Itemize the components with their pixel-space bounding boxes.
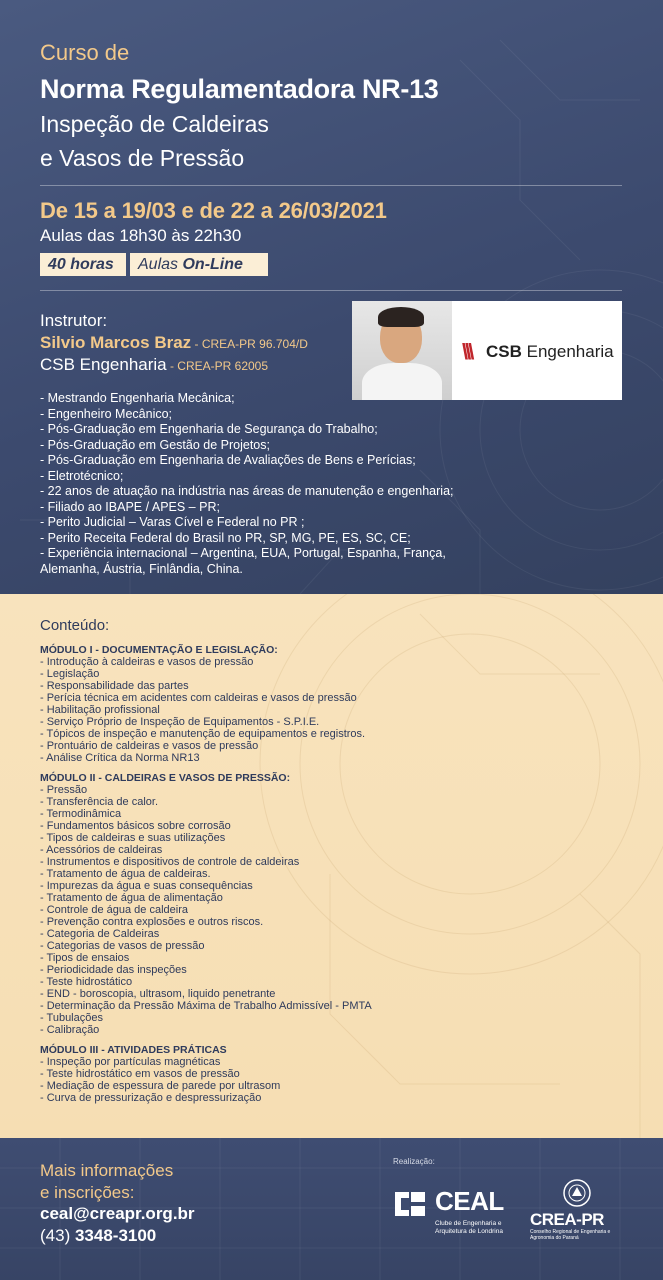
module-item: - Determinação da Pressão Máxima de Trabalho Admissível - PMTA xyxy=(40,1000,372,1012)
course-pre-title: Curso de xyxy=(40,40,130,65)
qualification-item: - Filiado ao IBAPE / APES – PR; xyxy=(40,499,220,514)
module-item: - Fundamentos básicos sobre corrosão xyxy=(40,820,231,832)
qualifications-list xyxy=(40,391,630,577)
photo-hair xyxy=(378,307,424,327)
qualification-item: - Mestrando Engenharia Mecânica; xyxy=(40,391,235,405)
module-item: - Serviço Próprio de Inspeção de Equipamentos - S.P.I.E. xyxy=(40,716,320,728)
module-item: - Tratamento de água de caldeiras. xyxy=(40,868,211,880)
divider xyxy=(40,290,622,291)
crea-logo-subtitle: Conselho Regional de Engenharia e Agronomia do Paraná xyxy=(530,1229,611,1241)
company-registration: - CREA-PR 62005 xyxy=(166,359,269,373)
module-item: - Tipos de caldeiras e suas utilizações xyxy=(40,832,226,844)
module-item: - Termodinâmica xyxy=(40,808,122,820)
instructor-photo xyxy=(352,301,452,400)
module-item: - Curva de pressurização e despressurização xyxy=(40,1092,262,1104)
class-hours: Aulas das 18h30 às 22h30 xyxy=(40,226,242,245)
module-item: - Prontuário de caldeiras e vasos de pressão xyxy=(40,740,259,752)
ceal-logo-icon xyxy=(393,1188,427,1220)
module-items xyxy=(40,656,640,764)
more-info-line2: e inscrições: xyxy=(40,1183,135,1202)
ceal-logo-subtitle: Clube de Engenharia e Arquitetura de Londrina xyxy=(435,1220,503,1235)
csb-logo-text xyxy=(486,342,614,362)
csb-logo-bold: CSB xyxy=(486,342,522,361)
phone-prefix: (43) xyxy=(40,1226,75,1245)
divider xyxy=(40,185,622,186)
module-title: MÓDULO I - DOCUMENTAÇÃO E LEGISLAÇÃO: xyxy=(40,644,278,656)
course-title: Norma Regulamentadora NR-13 xyxy=(40,74,439,104)
qualification-item: Alemanha, Áustria, Finlândia, China. xyxy=(40,561,243,576)
module-item: - Análise Crítica da Norma NR13 xyxy=(40,752,200,764)
more-info xyxy=(40,1160,173,1204)
csb-logo-rest: Engenharia xyxy=(521,342,614,361)
contact-email[interactable]: ceal@creapr.org.br xyxy=(40,1204,195,1223)
module-item: - Tubulações xyxy=(40,1012,103,1024)
instructor-name xyxy=(40,333,308,353)
module-item: - Acessórios de caldeiras xyxy=(40,844,163,856)
module-item: - Tipos de ensaios xyxy=(40,952,130,964)
module-item: - Tópicos de inspeção e manutenção de equipamentos e registros. xyxy=(40,728,366,740)
module-item: - Categoria de Caldeiras xyxy=(40,928,160,940)
module-item: - Pressão xyxy=(40,784,88,796)
module-title: MÓDULO II - CALDEIRAS E VASOS DE PRESSÃO: xyxy=(40,772,291,784)
module-item: - Legislação xyxy=(40,668,100,680)
qualification-item: - Perito Judicial – Varas Cível e Federal no PR ; xyxy=(40,515,305,529)
module-item: - Teste hidrostático xyxy=(40,976,133,988)
header-section xyxy=(0,0,663,594)
qualification-item: - Pós-Graduação em Engenharia de Avaliações de Bens e Perícias; xyxy=(40,453,416,467)
qualification-item: - Engenheiro Mecânico; xyxy=(40,406,173,421)
instructor-registration: - CREA-PR 96.704/D xyxy=(191,337,308,351)
company-name: CSB Engenharia xyxy=(40,355,167,374)
module-items xyxy=(40,1056,640,1104)
content-label: Conteúdo: xyxy=(40,617,110,634)
online-badge-prefix: Aulas xyxy=(138,256,183,273)
module-item: - Tratamento de água de alimentação xyxy=(40,892,223,904)
module-item: - Controle de água de caldeira xyxy=(40,904,188,916)
online-badge-bold: On-Line xyxy=(182,256,243,273)
module-item: - Calibração xyxy=(40,1024,100,1036)
ceal-logo-text: CEAL xyxy=(435,1186,504,1216)
online-badge xyxy=(130,253,268,276)
more-info-line1: Mais informações xyxy=(40,1161,174,1180)
crea-logo-text: CREA-PR xyxy=(530,1210,604,1229)
module-item: - Responsabilidade das partes xyxy=(40,680,189,692)
hours-badge xyxy=(40,253,126,276)
module-item: - Instrumentos e dispositivos de controle de caldeiras xyxy=(40,856,300,868)
module-item: - Transferência de calor. xyxy=(40,796,159,808)
realizacao-label: Realização: xyxy=(393,1157,435,1166)
module-item: - Inspeção por partículas magnéticas xyxy=(40,1056,221,1068)
module-item: - Teste hidrostático em vasos de pressão xyxy=(40,1068,240,1080)
module-item: - Categorias de vasos de pressão xyxy=(40,940,205,952)
module-item: - END - boroscopia, ultrasom, liquido penetrante xyxy=(40,988,276,1000)
qualification-item: - Experiência internacional – Argentina, EUA, Portugal, Espanha, França, xyxy=(40,546,446,560)
csb-flame-icon: \\\ xyxy=(462,339,472,364)
instructor-name-text: Silvio Marcos Braz xyxy=(40,333,192,352)
crea-seal-icon xyxy=(562,1178,592,1210)
course-subtitle-line2: e Vasos de Pressão xyxy=(40,145,245,171)
modules-list xyxy=(40,644,640,1112)
module-item: - Periodicidade das inspeções xyxy=(40,964,187,976)
module-item: - Habilitação profissional xyxy=(40,704,160,716)
module-item: - Impurezas da água e suas consequências xyxy=(40,880,253,892)
qualification-item: - Pós-Graduação em Gestão de Projetos; xyxy=(40,437,270,452)
module-items xyxy=(40,784,640,1036)
hours-badge-text: 40 horas xyxy=(48,256,114,273)
contact-phone[interactable] xyxy=(40,1226,156,1246)
instructor-company xyxy=(40,355,268,375)
module-item: - Mediação de espessura de parede por ultrasom xyxy=(40,1080,281,1092)
csb-logo xyxy=(452,301,622,400)
course-dates: De 15 a 19/03 e de 22 a 26/03/2021 xyxy=(40,198,387,223)
module-item: - Perícia técnica em acidentes com caldeiras e vasos de pressão xyxy=(40,692,357,704)
qualification-item: - Eletrotécnico; xyxy=(40,468,124,483)
instructor-label: Instrutor: xyxy=(40,311,108,330)
phone-number: 3348-3100 xyxy=(74,1226,157,1245)
module-item: - Introdução à caldeiras e vasos de pressão xyxy=(40,656,254,668)
module-item: - Prevenção contra explosões e outros riscos. xyxy=(40,916,264,928)
qualification-item: - 22 anos de atuação na indústria nas áreas de manutenção e engenharia; xyxy=(40,484,454,498)
module-title: MÓDULO III - ATIVIDADES PRÁTICAS xyxy=(40,1044,227,1056)
qualification-item: - Perito Receita Federal do Brasil no PR, SP, MG, PE, ES, SC, CE; xyxy=(40,530,411,545)
qualification-item: - Pós-Graduação em Engenharia de Segurança do Trabalho; xyxy=(40,422,378,436)
course-subtitle-line1: Inspeção de Caldeiras xyxy=(40,111,269,137)
